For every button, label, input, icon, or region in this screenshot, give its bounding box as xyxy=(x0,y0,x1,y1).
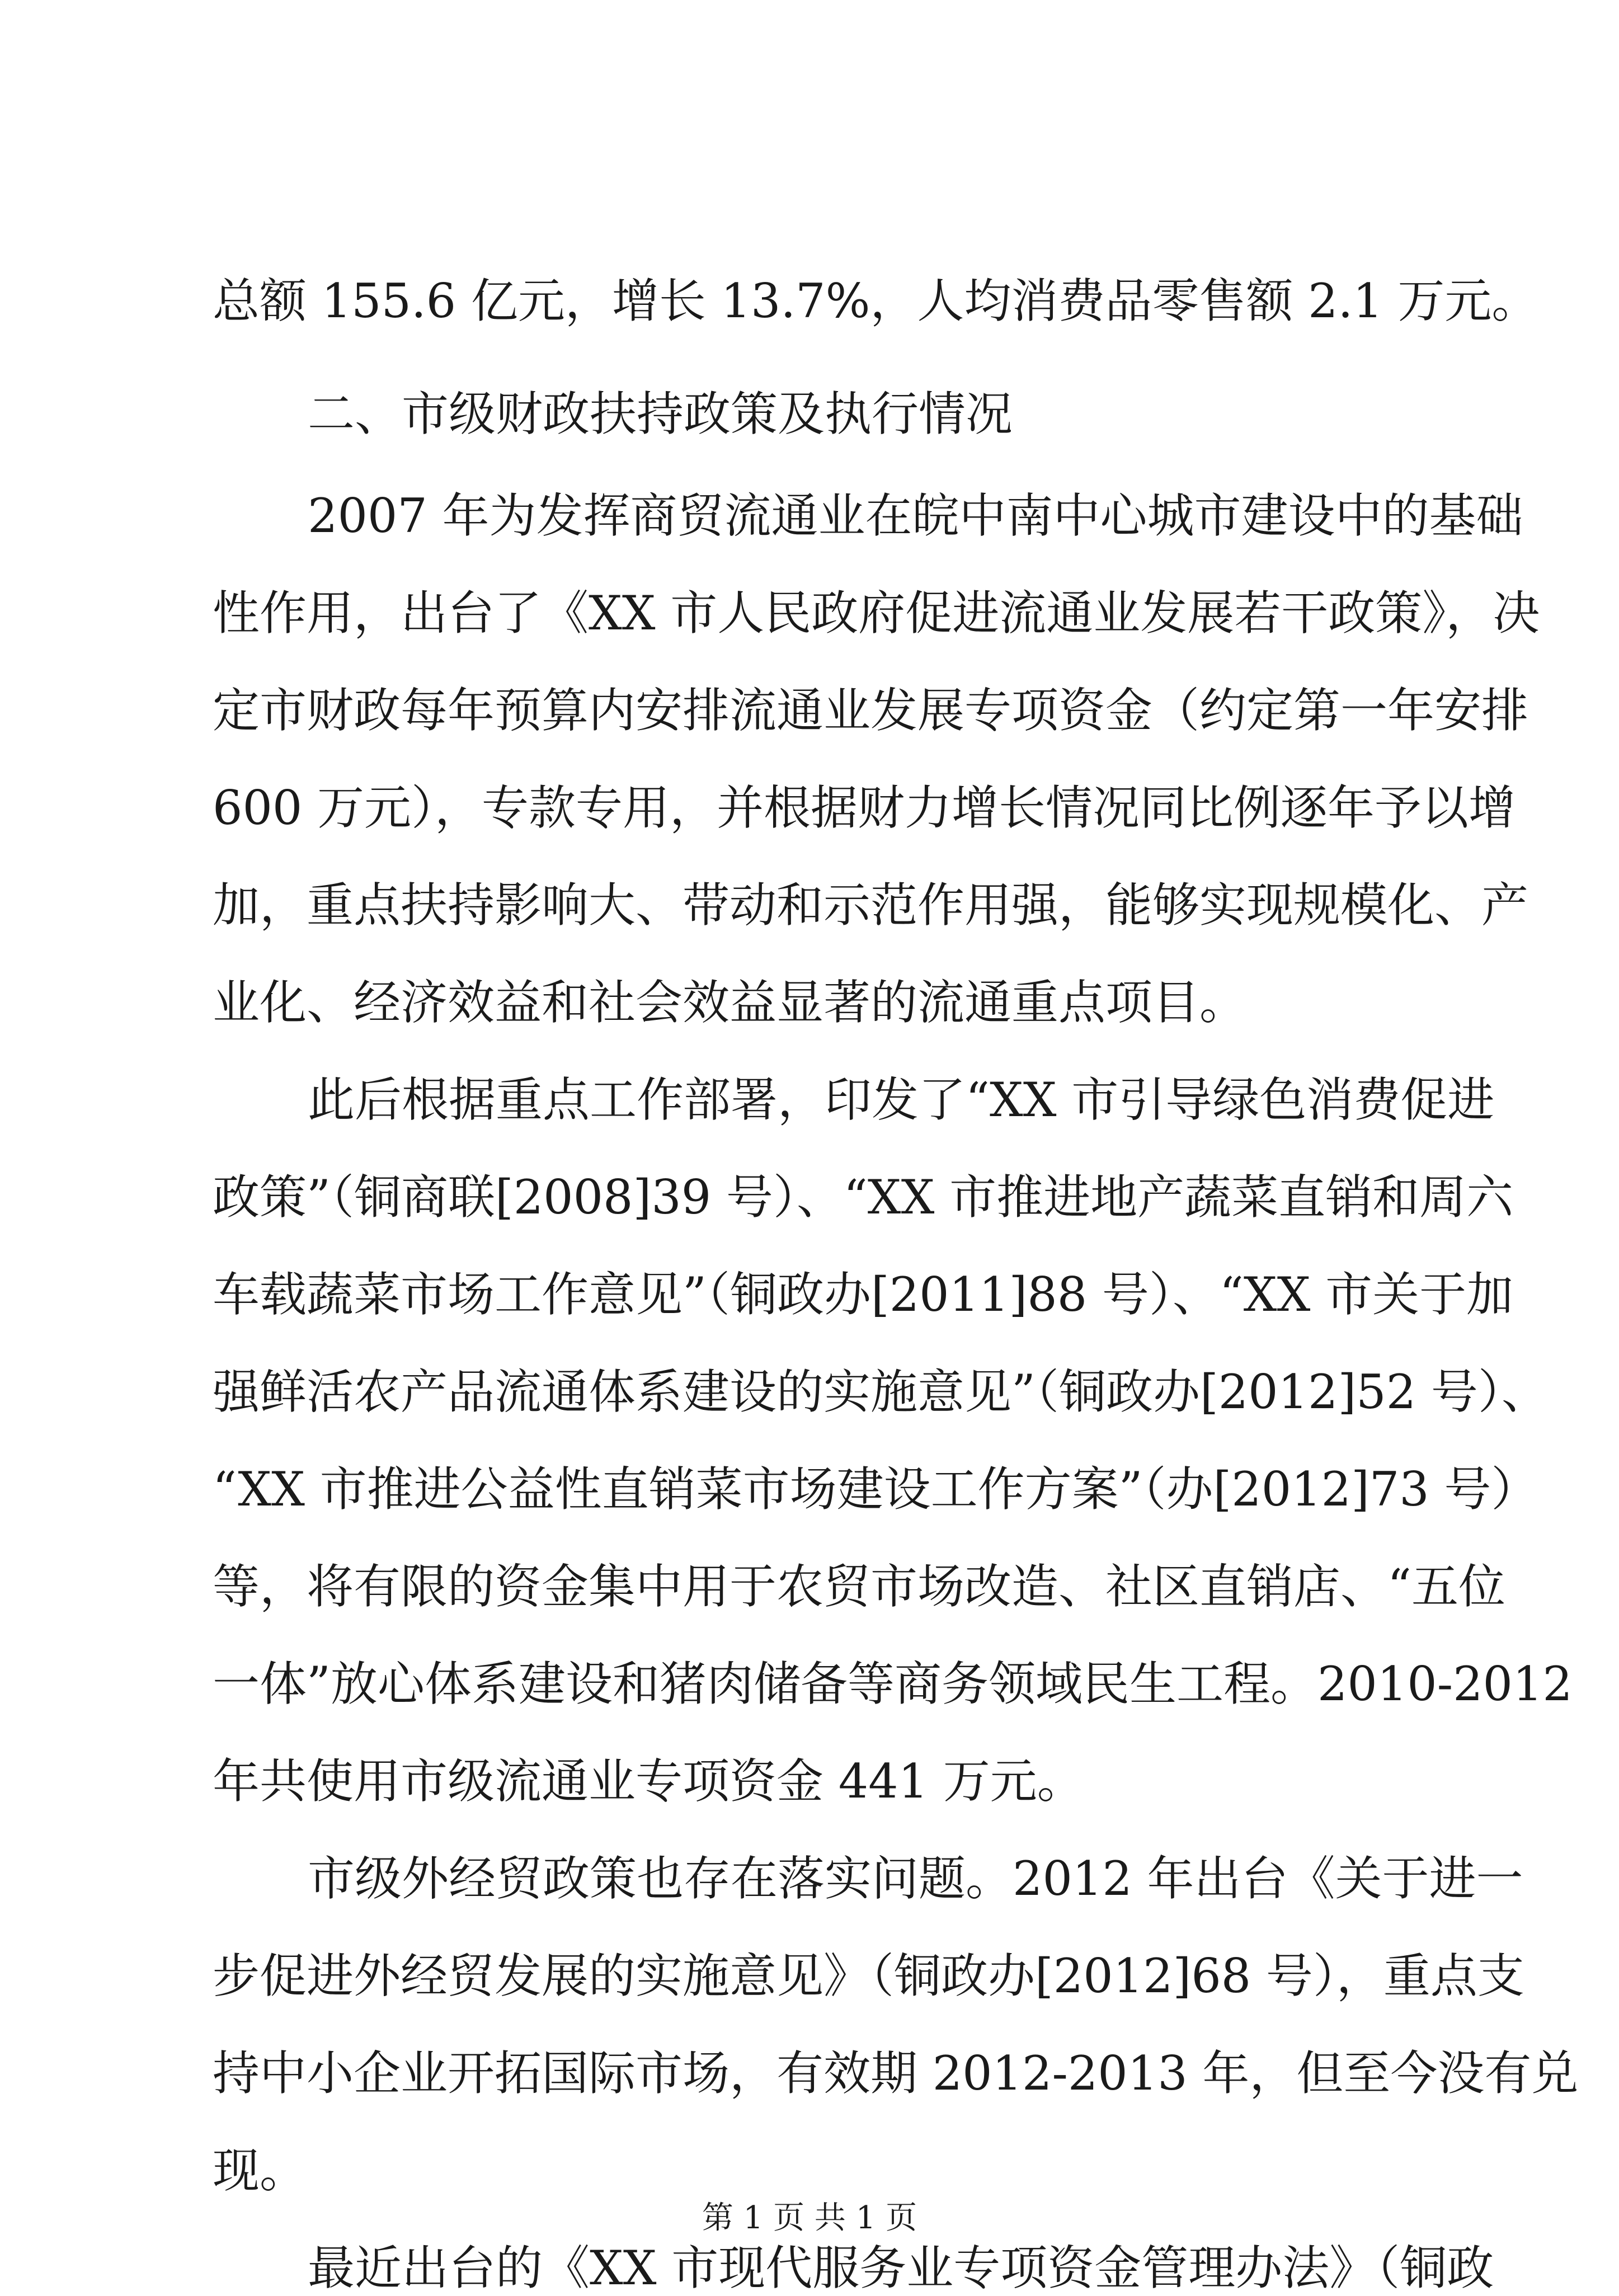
text-line-19: 持中小企业开拓国际市场，有效期 2012-2013 年，但至今没有兑 xyxy=(213,2046,1579,2101)
text-line-17: 市级外经贸政策也存在落实问题。2012 年出台《关于进一 xyxy=(308,1851,1523,1906)
text-line-10: 政策”（铜商联[2008]39 号）、“XX 市推进地产蔬菜直销和周六 xyxy=(213,1170,1514,1225)
text-line-15: 一体”放心体系建设和猪肉储备等商务领域民生工程。2010-2012 xyxy=(213,1657,1573,1711)
text-line-1: 总额 155.6 亿元，增长 13.7%，人均消费品零售额 2.1 万元。 xyxy=(213,274,1539,328)
text-line-21: 最近出台的《XX 市现代服务业专项资金管理办法》（铜政 xyxy=(308,2241,1494,2295)
text-line-3: 2007 年为发挥商贸流通业在皖中南中心城市建设中的基础 xyxy=(308,488,1523,543)
section-heading: 二、市级财政扶持政策及执行情况 xyxy=(308,387,1013,441)
text-line-9: 此后根据重点工作部署，印发了“XX 市引导绿色消费促进 xyxy=(308,1072,1495,1127)
text-line-20: 现。 xyxy=(213,2143,307,2198)
text-line-8: 业化、经济效益和社会效益显著的流通重点项目。 xyxy=(213,975,1247,1030)
page-footer: 第 1 页 共 1 页 xyxy=(702,2200,917,2236)
text-line-11: 车载蔬菜市场工作意见”（铜政办[2011]88 号）、“XX 市关于加 xyxy=(213,1267,1514,1322)
text-line-7: 加，重点扶持影响大、带动和示范作用强，能够实现规模化、产 xyxy=(213,878,1529,933)
text-line-13: “XX 市推进公益性直销菜市场建设工作方案”（办[2012]73 号） xyxy=(213,1462,1538,1517)
text-line-6: 600 万元），专款专用，并根据财力增长情况同比例逐年予以增 xyxy=(213,780,1516,835)
text-line-14: 等，将有限的资金集中用于农贸市场改造、社区直销店、“五位 xyxy=(213,1559,1505,1614)
text-line-12: 强鲜活农产品流通体系建设的实施意见”（铜政办[2012]52 号）、 xyxy=(213,1365,1549,1419)
text-line-5: 定市财政每年预算内安排流通业发展专项资金（约定第一年安排 xyxy=(213,683,1529,738)
text-line-16: 年共使用市级流通业专项资金 441 万元。 xyxy=(213,1754,1084,1809)
text-line-18: 步促进外经贸发展的实施意见》（铜政办[2012]68 号），重点支 xyxy=(213,1949,1524,2003)
text-line-4: 性作用，出台了《XX 市人民政府促进流通业发展若干政策》，决 xyxy=(213,586,1540,641)
